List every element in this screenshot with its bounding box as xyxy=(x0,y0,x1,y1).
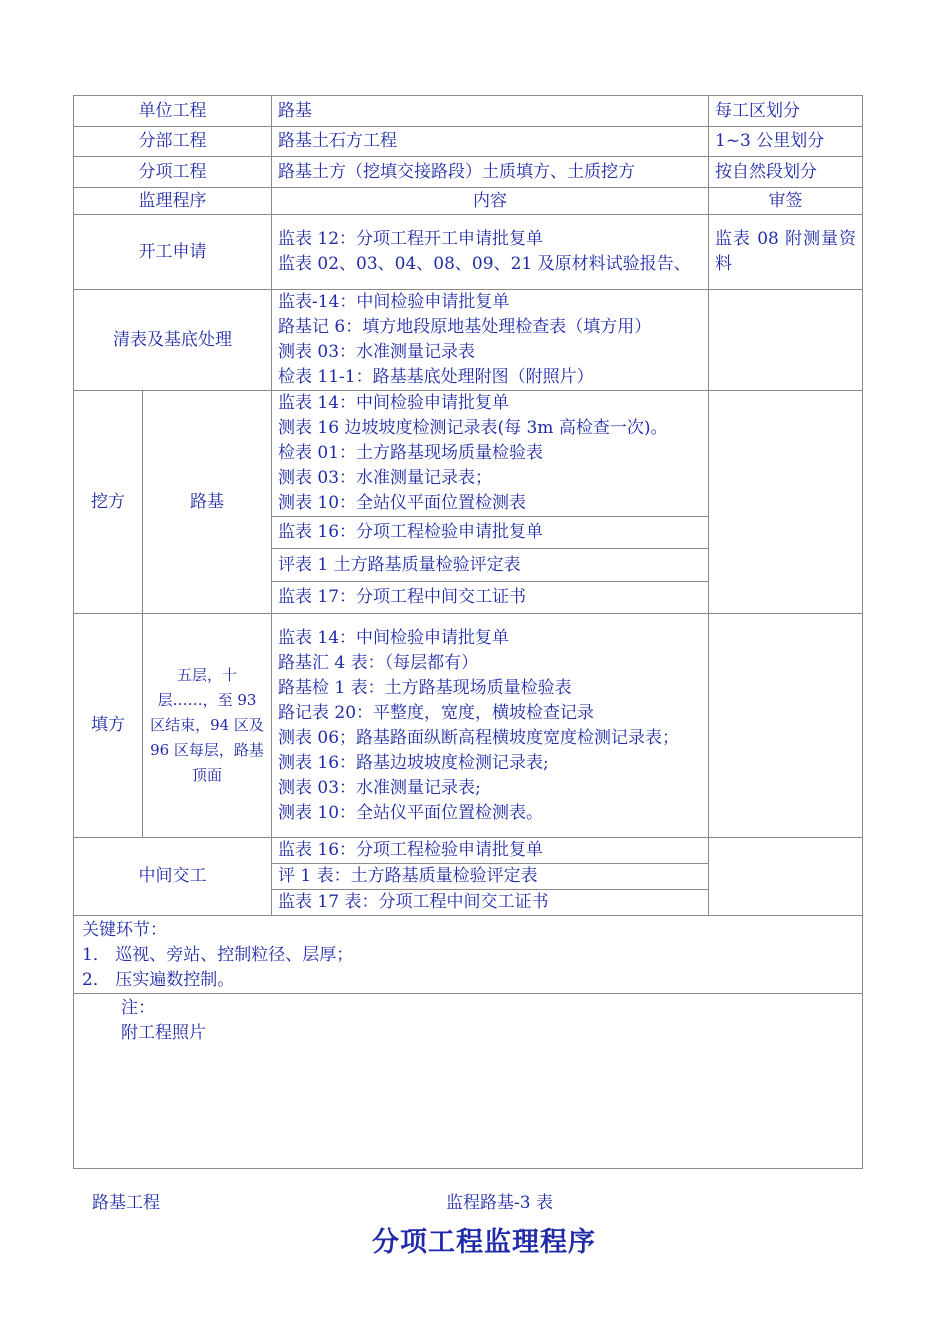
content-line: 检表 11-1：路基基底处理附图（附照片） xyxy=(278,367,594,387)
note-title: 注： xyxy=(121,998,155,1018)
note-cell xyxy=(74,994,863,1169)
subitem-project-note: 按自然段划分 xyxy=(709,157,863,188)
content-line: 监表 14：中间检验申请批复单 xyxy=(278,627,510,648)
fill-sub-label: 五层，十层……，至 93 区结束，94 区及 96 区每层，路基顶面 xyxy=(143,614,272,838)
content-line: 监表 14：中间检验申请批复单 xyxy=(278,393,510,413)
start-application-content xyxy=(272,215,709,290)
procedure-header: 监理程序 xyxy=(74,188,272,215)
division-project-value: 路基土石方工程 xyxy=(272,127,709,157)
content-line: 检表 01：土方路基现场质量检验表 xyxy=(278,443,544,463)
note-text: 附工程照片 xyxy=(121,1023,206,1043)
handover-content-2: 评 1 表：土方路基质量检验评定表 xyxy=(272,864,709,890)
content-line: 测表 10：全站仪平面位置检测表。 xyxy=(278,802,544,823)
key-points-row xyxy=(74,916,863,994)
content-line: 测表 03：水准测量记录表 xyxy=(278,342,476,362)
subitem-project-value: 路基土方（挖填交接路段）土质填方、土质挖方 xyxy=(272,157,709,188)
content-line: 路记表 20：平整度，宽度，横坡检查记录 xyxy=(278,702,595,723)
handover-content-1: 监表 16：分项工程检验申请批复单 xyxy=(272,838,709,864)
excavation-sub-label: 路基 xyxy=(143,391,272,614)
footer-project: 路基工程 xyxy=(92,1193,160,1213)
handover-review xyxy=(709,838,863,916)
review-header: 审签 xyxy=(709,188,863,215)
key-point-item: 1． 巡视、旁站、控制粒径、层厚； xyxy=(82,945,354,965)
clearing-review xyxy=(709,290,863,391)
content-header: 内容 xyxy=(272,188,709,215)
content-line: 路基检 1 表：土方路基现场质量检验表 xyxy=(278,677,572,698)
clearing-label: 清表及基底处理 xyxy=(74,290,272,391)
handover-label: 中间交工 xyxy=(74,838,272,916)
fill-review xyxy=(709,614,863,838)
unit-project-row xyxy=(74,96,863,127)
content-line: 路基记 6：填方地段原地基处理检查表（填方用） xyxy=(278,317,652,337)
excavation-label: 挖方 xyxy=(74,391,143,614)
footer-form-code: 监程路基-3 表 xyxy=(446,1193,553,1213)
clearing-row xyxy=(74,290,863,391)
key-points-title: 关键环节： xyxy=(82,920,167,940)
start-application-label: 开工申请 xyxy=(74,215,272,290)
key-points-cell xyxy=(74,916,863,994)
content-line: 测表 03：水准测量记录表； xyxy=(278,468,493,488)
excavation-content-4: 监表 17：分项工程中间交工证书 xyxy=(272,582,709,614)
start-application-review: 监表 08 附测量资料 xyxy=(709,215,863,290)
key-point-item: 2． 压实遍数控制。 xyxy=(82,970,235,990)
content-line: 测表 06；路基路面纵断高程横坡度宽度检测记录表； xyxy=(278,727,680,748)
excavation-content-3: 评表 1 土方路基质量检验评定表 xyxy=(272,549,709,582)
excavation-review xyxy=(709,391,863,614)
content-line: 测表 10：全站仪平面位置检测表 xyxy=(278,493,527,513)
content-line: 监表-14：中间检验申请批复单 xyxy=(278,292,510,312)
subitem-project-label: 分项工程 xyxy=(74,157,272,188)
excavation-content-2: 监表 16：分项工程检验申请批复单 xyxy=(272,517,709,549)
content-line: 测表 03：水准测量记录表; xyxy=(278,777,481,798)
unit-project-value: 路基 xyxy=(272,96,709,127)
column-header-row xyxy=(74,188,863,215)
content-line: 测表 16：路基边坡坡度检测记录表; xyxy=(278,752,549,773)
unit-project-label: 单位工程 xyxy=(74,96,272,127)
subitem-project-row xyxy=(74,157,863,188)
note-row xyxy=(74,994,863,1169)
fill-content xyxy=(272,614,709,838)
supervision-table xyxy=(73,95,863,1169)
excavation-content xyxy=(272,391,709,517)
content-line: 监表 02、03、04、08、09、21 及原材料试验报告、 xyxy=(278,254,691,274)
handover-content-3: 监表 17 表：分项工程中间交工证书 xyxy=(272,890,709,916)
fill-row xyxy=(74,614,863,838)
clearing-content xyxy=(272,290,709,391)
page-title: 分项工程监理程序 xyxy=(372,1227,596,1258)
content-line: 监表 12：分项工程开工申请批复单 xyxy=(278,229,544,249)
division-project-row xyxy=(74,127,863,157)
division-project-note: 1~3 公里划分 xyxy=(709,127,863,157)
excavation-row xyxy=(74,391,863,517)
fill-label: 填方 xyxy=(74,614,143,838)
content-line: 路基汇 4 表：（每层都有） xyxy=(278,652,479,673)
division-project-label: 分部工程 xyxy=(74,127,272,157)
start-application-row xyxy=(74,215,863,290)
unit-project-note: 每工区划分 xyxy=(709,96,863,127)
content-line: 测表 16 边坡坡度检测记录表(每 3m 高检查一次)。 xyxy=(278,418,668,438)
handover-row xyxy=(74,838,863,864)
